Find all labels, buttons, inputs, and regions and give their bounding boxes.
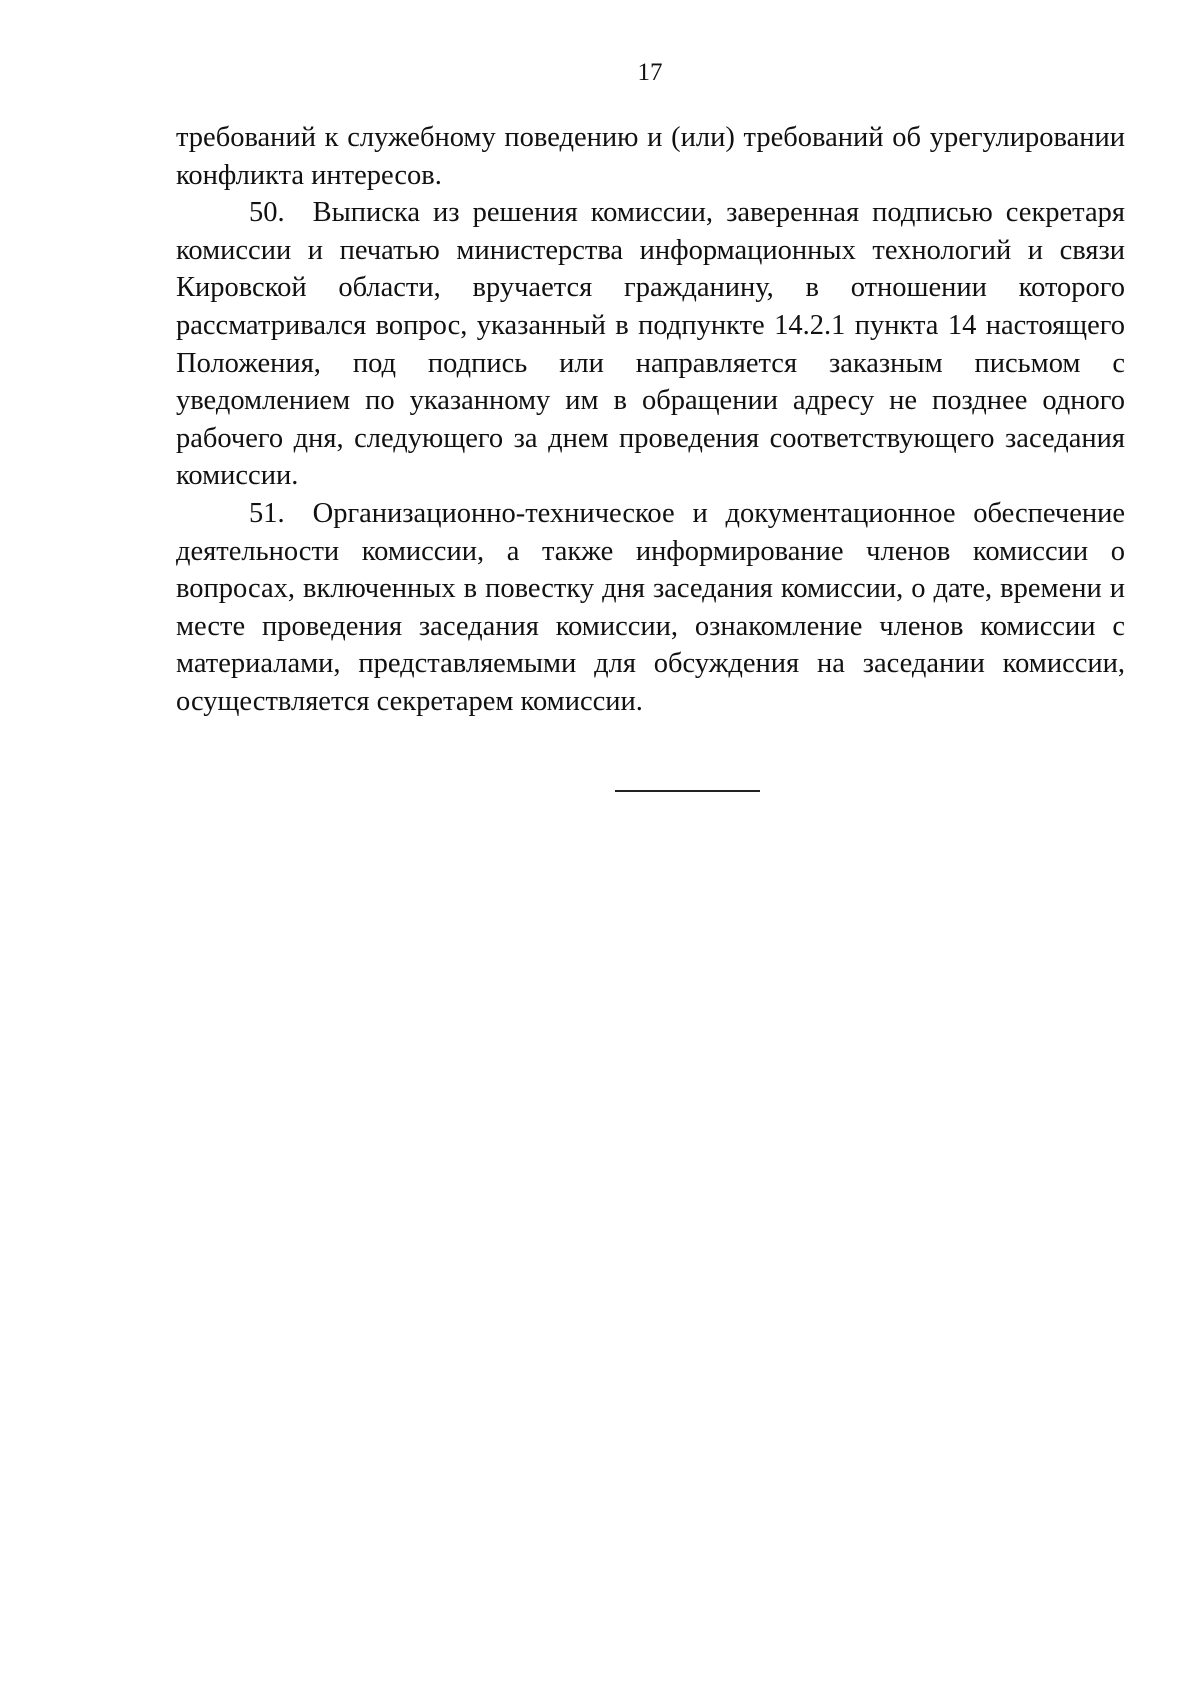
text-line: деятельности комиссии, а также информирование членов комиссии о bbox=[176, 535, 1125, 567]
text-line: рассматривался вопрос, указанный в подпункте 14.2.1 пункта 14 настоящего bbox=[176, 309, 1125, 341]
paragraph-first-line bbox=[176, 495, 1125, 533]
paragraph-first-line-text: Выписка из решения комиссии, заверенная подписью секретаря bbox=[312, 197, 1125, 229]
text-line: комиссии и печатью министерства информационных технологий и связи bbox=[176, 234, 1125, 266]
paragraph-first-line-text: Организационно-техническое и документационное обеспечение bbox=[312, 497, 1125, 529]
page-number: 17 bbox=[637, 59, 663, 86]
text-line: уведомлением по указанному им в обращении адресу не позднее одного bbox=[176, 385, 1125, 417]
text-line: материалами, представляемыми для обсуждения на заседании комиссии, bbox=[176, 648, 1125, 680]
paragraph-number: 50. bbox=[249, 197, 285, 229]
paragraph-51 bbox=[176, 495, 1125, 721]
paragraph-50 bbox=[176, 194, 1125, 495]
text-line: рабочего дня, следующего за днем проведения соответствующего заседания bbox=[176, 422, 1125, 454]
document-body bbox=[176, 119, 1125, 721]
text-line: Кировской области, вручается гражданину, в отношении которого bbox=[176, 272, 1125, 304]
paragraph-number: 51. bbox=[249, 497, 285, 529]
text-line: месте проведения заседания комиссии, ознакомление членов комиссии с bbox=[176, 610, 1125, 642]
end-of-document-rule bbox=[615, 790, 760, 792]
continuation-text bbox=[176, 119, 1125, 194]
text-line: требований к служебному поведению и (или) требований об урегулировании bbox=[176, 122, 1125, 153]
text-line: Положения, под подпись или направляется заказным письмом с bbox=[176, 347, 1125, 379]
text-line: осуществляется секретарем комиссии. bbox=[176, 685, 643, 717]
text-line: конфликта интересов. bbox=[176, 159, 442, 191]
text-line: вопросах, включенных в повестку дня заседания комиссии, о дате, времени и bbox=[176, 573, 1125, 605]
paragraph-first-line bbox=[176, 194, 1125, 232]
text-line: комиссии. bbox=[176, 460, 299, 492]
